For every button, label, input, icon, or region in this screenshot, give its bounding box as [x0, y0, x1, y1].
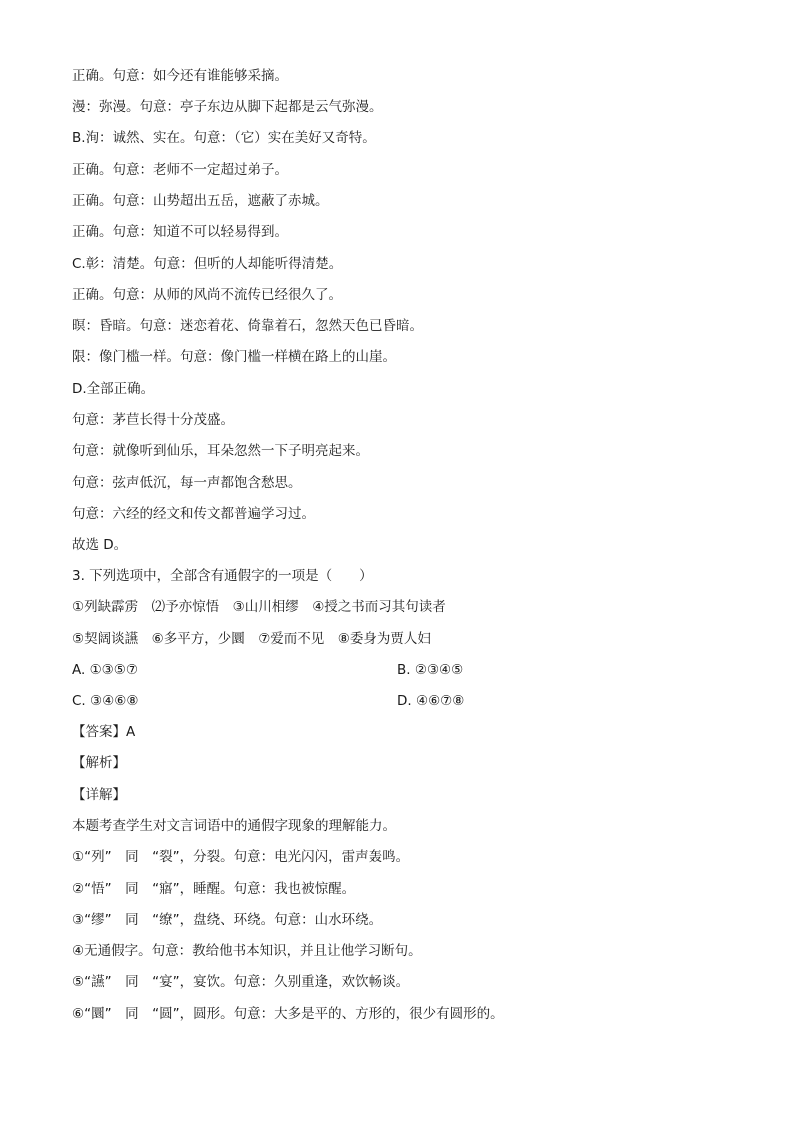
question-items-row-2: ⑤契阔谈讌 ⑥多平方，少圜 ⑦爱而不见 ⑧委身为贾人妇 — [72, 631, 431, 647]
text-line: 正确。句意：山势超出五岳，遮蔽了赤城。 — [72, 193, 329, 209]
text-line: 正确。句意：知道不可以轻易得到。 — [72, 224, 288, 240]
option-d: D. ④⑥⑦⑧ — [397, 693, 465, 709]
text-line: D.全部正确。 — [72, 381, 155, 397]
detail-label: 【详解】 — [72, 787, 126, 803]
explain-line: ②“悟” 同 “寤”，睡醒。句意：我也被惊醒。 — [72, 881, 356, 897]
text-line: 正确。句意：从师的风尚不流传已经很久了。 — [72, 287, 342, 303]
text-line: B.洵：诚然、实在。句意：（它）实在美好又奇特。 — [72, 130, 376, 146]
text-line: 正确。句意：如今还有谁能够采摘。 — [72, 68, 288, 84]
option-a: A. ①③⑤⑦ — [72, 662, 138, 678]
option-b: B. ②③④⑤ — [397, 662, 464, 678]
question-items-row-1: ①列缺霹雳 ⑵予亦惊悟 ③山川相缪 ④授之书而习其句读者 — [72, 599, 446, 615]
text-line: 故选 D。 — [72, 537, 128, 553]
analysis-label: 【解析】 — [72, 755, 126, 771]
text-line: 句意：茅苣长得十分茂盛。 — [72, 412, 234, 428]
text-line: 漫：弥漫。句意：亭子东边从脚下起都是云气弥漫。 — [72, 99, 383, 115]
option-c: C. ③④⑥⑧ — [72, 693, 139, 709]
explain-line: 本题考查学生对文言词语中的通假字现象的理解能力。 — [72, 818, 396, 834]
answer-label: 【答案】A — [72, 724, 136, 740]
text-line: 句意：六经的经文和传文都普遍学习过。 — [72, 506, 315, 522]
text-line: 暝：昏暗。句意：迷恋着花、倚靠着石，忽然天色已昏暗。 — [72, 318, 423, 334]
question-stem: 3. 下列选项中，全部含有通假字的一项是（ ） — [72, 568, 373, 584]
text-line: 句意：弦声低沉，每一声都饱含愁思。 — [72, 475, 302, 491]
explain-line: ①“列” 同 “裂”，分裂。句意：电光闪闪，雷声轰鸣。 — [72, 849, 410, 865]
explain-line: ⑤“讌” 同 “宴”，宴饮。句意：久别重逢，欢饮畅谈。 — [72, 974, 410, 990]
text-line: C.彰：清楚。句意：但听的人却能听得清楚。 — [72, 256, 343, 272]
explain-line: ④无通假字。句意：教给他书本知识，并且让他学习断句。 — [72, 943, 422, 959]
explain-line: ③“缪” 同 “缭”，盘绕、环绕。句意：山水环绕。 — [72, 912, 383, 928]
text-line: 句意：就像听到仙乐，耳朵忽然一下子明亮起来。 — [72, 443, 369, 459]
explain-line: ⑥“圜” 同 “圆”，圆形。句意：大多是平的、方形的，很少有圆形的。 — [72, 1006, 504, 1022]
text-line: 正确。句意：老师不一定超过弟子。 — [72, 162, 288, 178]
text-line: 限：像门槛一样。句意：像门槛一样横在路上的山崖。 — [72, 349, 396, 365]
